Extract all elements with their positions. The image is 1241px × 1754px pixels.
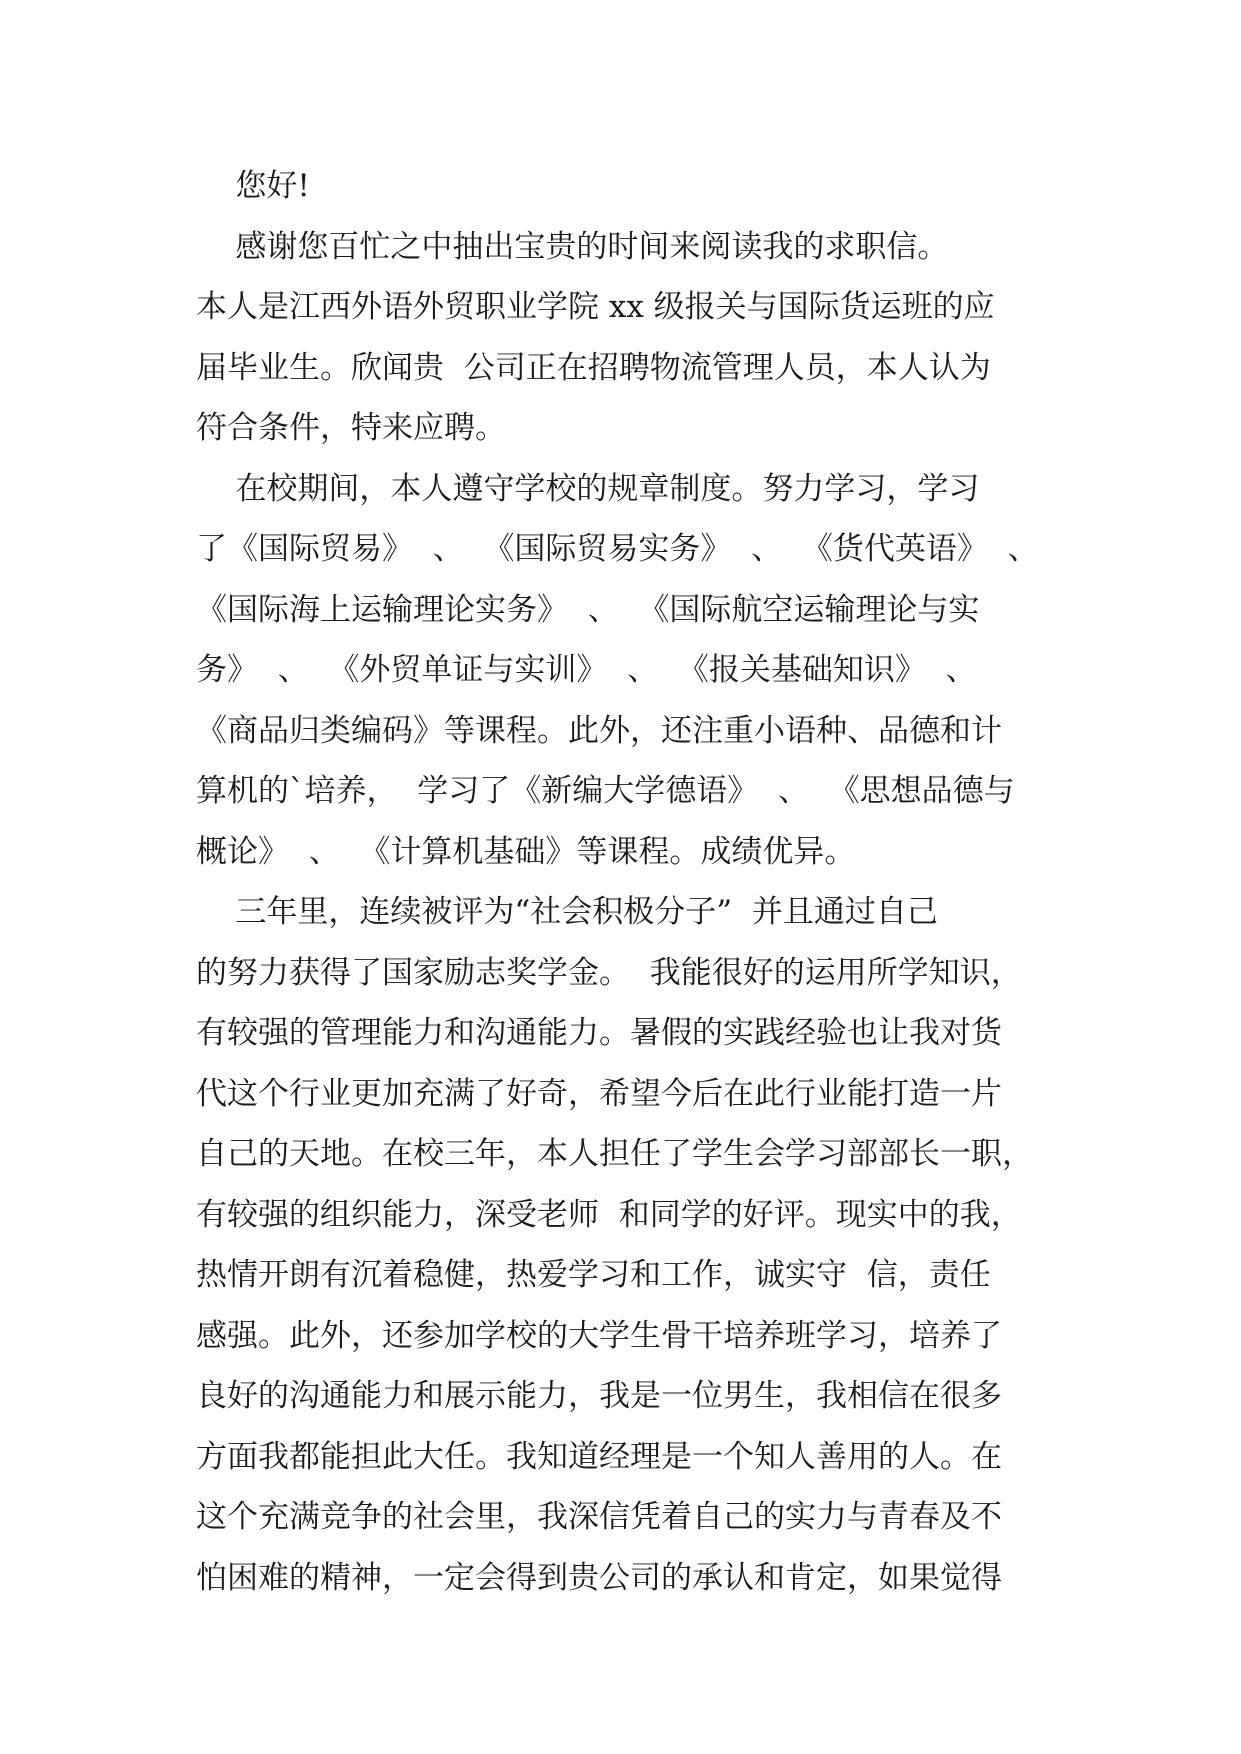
text-line: 有较强的管理能力和沟通能力。暑假的实践经验也让我对货	[196, 1015, 1002, 1051]
letter-body	[196, 156, 1056, 1608]
text-line: 代这个行业更加充满了好奇，希望今后在此行业能打造一片	[196, 1075, 1002, 1112]
text-line: 有较强的组织能力，深受老师 和同学的好评。现实中的我，	[196, 1196, 1022, 1233]
text-line: 感强。此外，还参加学校的大学生骨干培养班学习，培养了	[196, 1317, 1002, 1354]
text-line: 算机的`培养， 学习了《新编大学德语》 、 《思想品德与	[196, 773, 1015, 809]
text-line: 您好!	[196, 168, 310, 204]
text-line: 热情开朗有沉着稳健，热爱学习和工作，诚实守 信，责任	[196, 1257, 991, 1293]
text-line: 在校期间，本人遵守学校的规章制度。努力学习，学习	[196, 470, 980, 507]
text-line: 自己的天地。在校三年，本人担任了学生会学习部部长一职，	[196, 1136, 1033, 1172]
text-line: 届毕业生。欣闻贵 公司正在招聘物流管理人员，本人认为	[196, 349, 991, 386]
text-line: 感谢您百忙之中抽出宝贵的时间来阅读我的求职信。	[196, 228, 949, 265]
text-line: 良好的沟通能力和展示能力，我是一位男生，我相信在很多	[196, 1378, 1002, 1414]
text-line: 概论》 、 《计算机基础》等课程。成绩优异。	[196, 833, 856, 870]
text-line: 的努力获得了国家励志奖学金。 我能很好的运用所学知识，	[196, 954, 1022, 991]
text-line: 怕困难的精神，一定会得到贵公司的承认和肯定，如果觉得	[196, 1559, 1002, 1596]
text-line: 《商品归类编码》等课程。此外，还注重小语种、品德和计	[196, 712, 1002, 749]
text-line: 方面我都能担此大任。我知道经理是一个知人善用的人。在	[196, 1438, 1002, 1475]
text-line: 三年里，连续被评为“社会积极分子” 并且通过自己	[196, 894, 938, 930]
text-line: 这个充满竞争的社会里，我深信凭着自己的实力与青春及不	[196, 1499, 1002, 1535]
text-line: 本人是江西外语外贸职业学院 xx 级报关与国际货运班的应	[196, 289, 995, 325]
text-line: 符合条件，特来应聘。	[196, 410, 506, 446]
text-line: 了《国际贸易》 、 《国际贸易实务》 、 《货代英语》 、	[196, 531, 1039, 567]
text-line: 务》 、 《外贸单证与实训》 、 《报关基础知识》 、	[196, 652, 977, 688]
text-line: 《国际海上运输理论实务》 、 《国际航空运输理论与实	[196, 591, 980, 628]
